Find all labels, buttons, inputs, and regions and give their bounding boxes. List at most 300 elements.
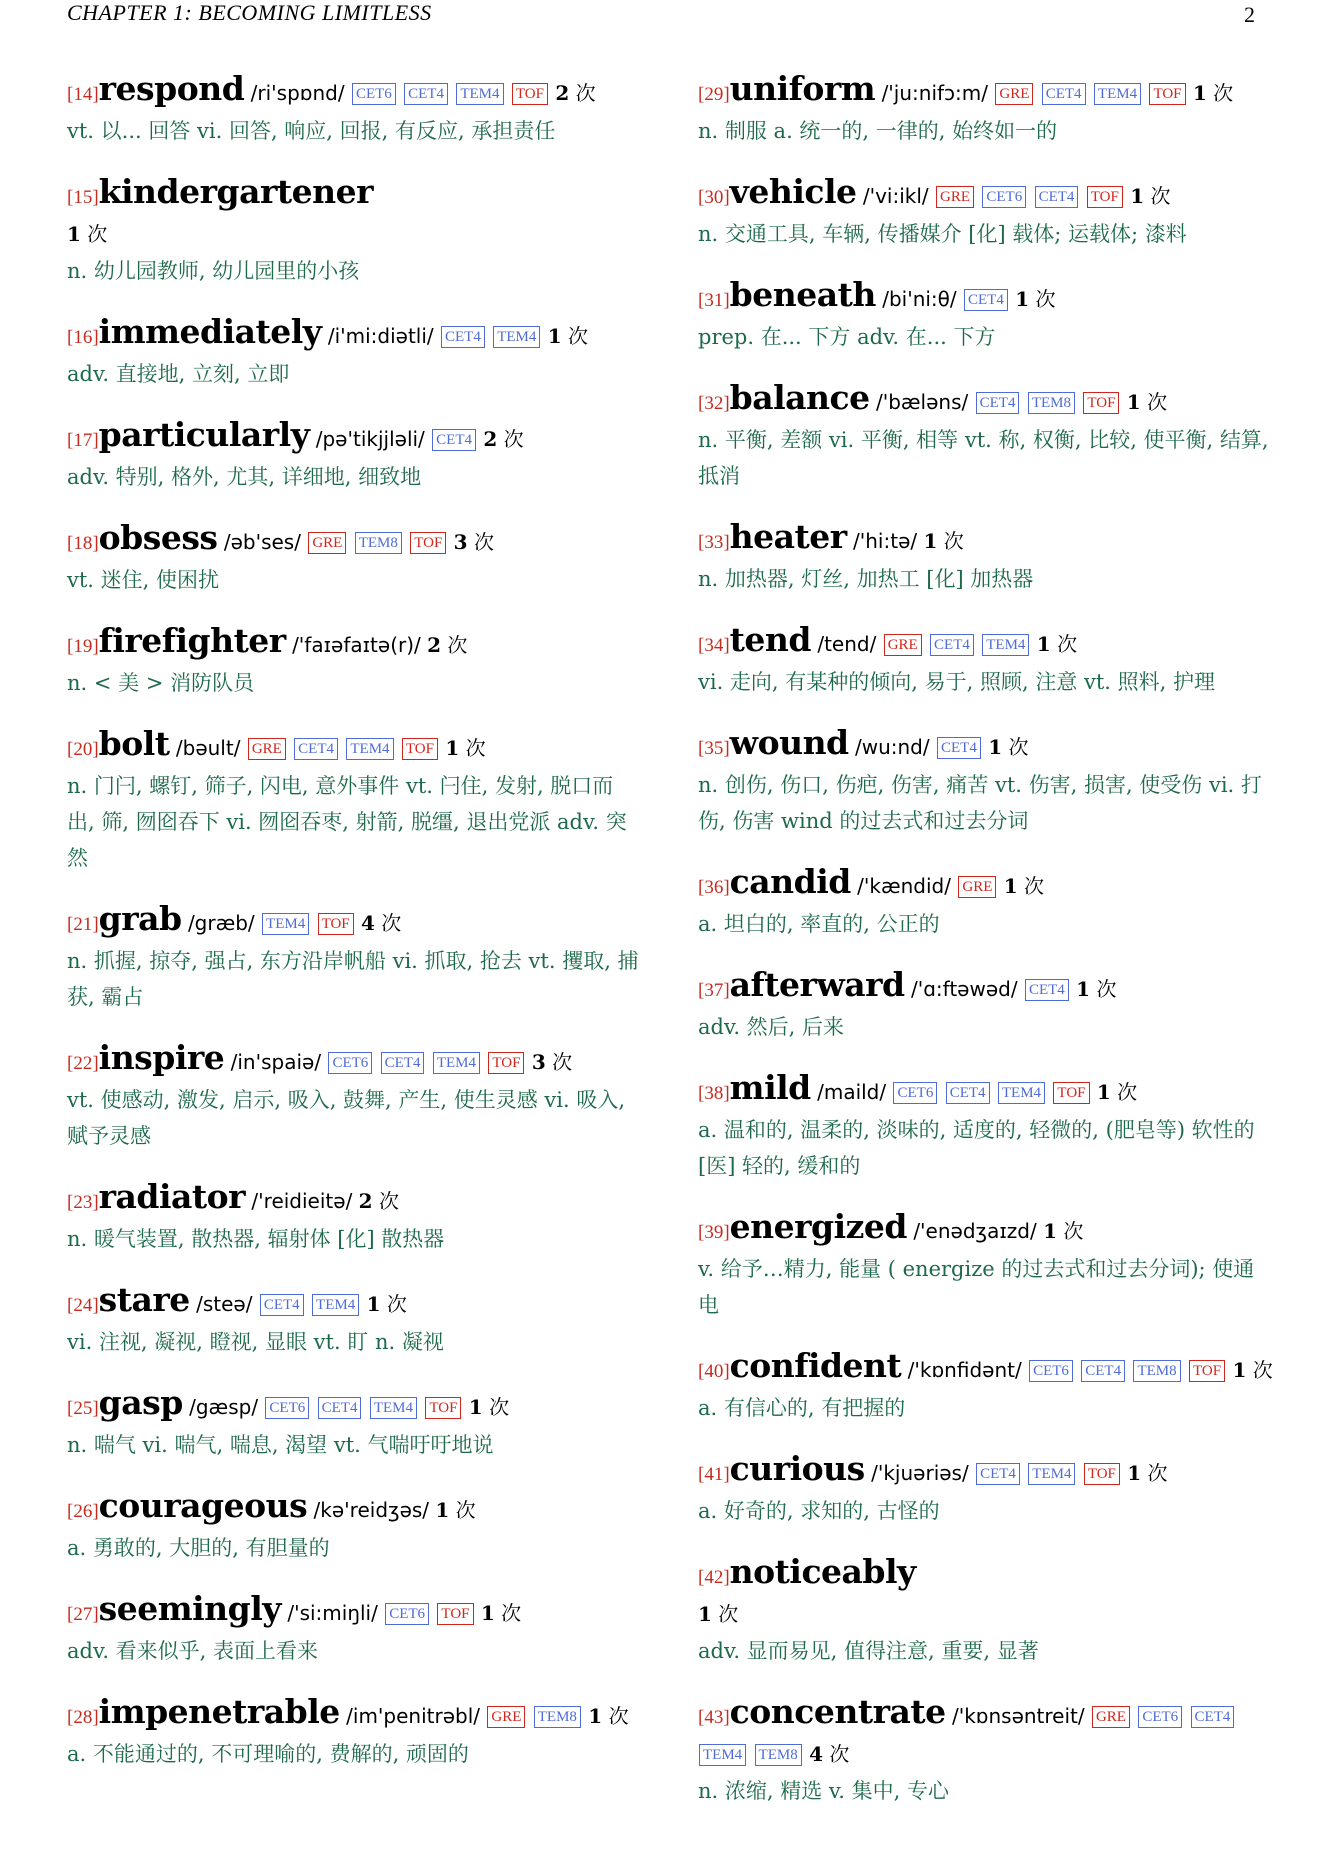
exam-tag: CET6 xyxy=(385,1603,429,1625)
headword: gasp xyxy=(98,1383,183,1422)
count-number: 2 xyxy=(483,427,498,451)
exam-tag: TEM8 xyxy=(534,1706,581,1728)
count-number: 1 xyxy=(923,529,938,553)
exam-tag: TOF xyxy=(1149,83,1185,105)
exam-tag: TOF xyxy=(410,532,446,554)
exam-tag: CET4 xyxy=(381,1052,425,1074)
count-suffix: 次 xyxy=(1063,1219,1084,1243)
phonetic: /'vi:ikl/ xyxy=(862,184,929,208)
vocab-entry xyxy=(67,1693,639,1772)
entry-headline xyxy=(698,621,1273,664)
count-suffix: 次 xyxy=(575,81,596,105)
phonetic: /'faɪəfaɪtə(r)/ xyxy=(292,633,421,657)
headword: energized xyxy=(729,1207,907,1246)
exam-tag: TEM4 xyxy=(456,83,503,105)
entry-headline xyxy=(698,173,1273,216)
count-number: 4 xyxy=(809,1742,823,1766)
occurrence-count xyxy=(923,529,963,553)
phonetic: /'enədʒaɪzd/ xyxy=(913,1219,1037,1243)
exam-tag: CET6 xyxy=(982,186,1026,208)
entry-headline xyxy=(698,1069,1273,1112)
occurrence-count xyxy=(1004,874,1044,898)
headword: afterward xyxy=(729,965,905,1004)
entry-headline xyxy=(67,519,639,562)
headword: respond xyxy=(98,69,245,108)
occurrence-count xyxy=(1130,184,1170,208)
count-suffix: 次 xyxy=(1252,1358,1273,1382)
definition: n. < 美 > 消防队员 xyxy=(67,671,255,695)
exam-tag: CET4 xyxy=(964,289,1008,311)
exam-tag: TEM8 xyxy=(355,532,402,554)
vocab-entry xyxy=(67,70,639,149)
count-suffix: 次 xyxy=(1096,977,1117,1001)
entry-headline xyxy=(698,1208,1273,1251)
exam-tag: GRE xyxy=(248,738,286,760)
phonetic: /'si:miŋli/ xyxy=(287,1601,378,1625)
count-suffix: 次 xyxy=(381,911,402,935)
exam-tag: CET4 xyxy=(318,1397,362,1419)
definition: n. 暖气装置, 散热器, 辐射体 [化] 散热器 xyxy=(67,1227,445,1251)
phonetic: /in'spaiə/ xyxy=(230,1050,322,1074)
count-suffix: 次 xyxy=(1117,1080,1138,1104)
exam-tag: CET4 xyxy=(260,1294,304,1316)
phonetic: /i'mi:diətli/ xyxy=(327,324,434,348)
definition: adv. 直接地, 立刻, 立即 xyxy=(67,362,290,386)
exam-tag: TEM4 xyxy=(370,1397,417,1419)
count-number: 1 xyxy=(480,1601,495,1625)
page-number: 2 xyxy=(1244,2,1255,27)
exam-tag: TEM4 xyxy=(493,326,540,348)
count-suffix: 次 xyxy=(503,427,524,451)
vocab-entry xyxy=(698,1450,1273,1529)
count-suffix: 次 xyxy=(568,324,589,348)
occurrence-count xyxy=(1037,632,1077,656)
phonetic: /'reidieitə/ xyxy=(251,1189,353,1213)
entry-headline xyxy=(67,725,639,768)
count-suffix: 次 xyxy=(378,1189,399,1213)
exam-tag: TEM4 xyxy=(262,913,309,935)
definition: adv. 显而易见, 值得注意, 重要, 显著 xyxy=(698,1639,1039,1663)
definition: vi. 注视, 凝视, 瞪视, 显眼 vt. 盯 n. 凝视 xyxy=(67,1330,444,1354)
vocab-entry xyxy=(698,1553,1273,1669)
entry-index: [26] xyxy=(67,1501,99,1522)
entry-index: [28] xyxy=(67,1707,99,1728)
entry-index: [20] xyxy=(67,739,99,760)
count-number: 1 xyxy=(1096,1080,1111,1104)
exam-tag: TEM4 xyxy=(998,1082,1045,1104)
headword: particularly xyxy=(98,415,310,454)
definition: a. 温和的, 温柔的, 淡味的, 适度的, 轻微的, (肥皂等) 软性的 [医] 轻的, 缓和的 xyxy=(698,1118,1255,1178)
definition: a. 坦白的, 率直的, 公正的 xyxy=(698,912,940,936)
vocab-entry xyxy=(67,1384,639,1463)
entry-index: [29] xyxy=(698,84,730,105)
count-suffix: 次 xyxy=(1213,81,1234,105)
count-number: 1 xyxy=(1192,81,1207,105)
headword: impenetrable xyxy=(98,1692,340,1731)
headword: uniform xyxy=(729,69,876,108)
phonetic: /bi'ni:θ/ xyxy=(882,287,957,311)
count-suffix: 次 xyxy=(829,1742,850,1766)
vocab-entry xyxy=(698,621,1273,700)
definition: a. 不能通过的, 不可理喻的, 费解的, 顽固的 xyxy=(67,1742,469,1766)
definition: n. 平衡, 差额 vi. 平衡, 相等 vt. 称, 权衡, 比较, 使平衡, 结算, 抵消 xyxy=(698,428,1269,488)
headword: candid xyxy=(729,862,851,901)
exam-tag: TEM8 xyxy=(1133,1360,1180,1382)
definition: n. 喘气 vi. 喘气, 喘息, 渴望 vt. 气喘吁吁地说 xyxy=(67,1433,494,1457)
exam-tag: CET6 xyxy=(328,1052,372,1074)
definition: prep. 在... 下方 adv. 在... 下方 xyxy=(698,325,996,349)
entry-headline xyxy=(67,1693,639,1736)
definition: v. 给予…精力, 能量 ( energize 的过去式和过去分词); 使通电 xyxy=(698,1257,1255,1317)
definition: vt. 迷住, 使困扰 xyxy=(67,568,220,592)
entry-headline xyxy=(698,863,1273,906)
occurrence-count xyxy=(1043,1219,1083,1243)
count-suffix: 次 xyxy=(608,1704,629,1728)
vocab-entry xyxy=(698,1069,1273,1184)
phonetic: /'ɑ:ftəwəd/ xyxy=(910,977,1018,1001)
vocab-entry xyxy=(67,1487,639,1566)
entry-headline xyxy=(698,1450,1273,1493)
count-suffix: 次 xyxy=(473,530,494,554)
count-number: 1 xyxy=(588,1704,603,1728)
exam-tag: CET4 xyxy=(946,1082,990,1104)
headword: noticeably xyxy=(729,1552,916,1591)
phonetic: /'bæləns/ xyxy=(875,390,969,414)
entry-index: [23] xyxy=(67,1192,99,1213)
vocab-entry xyxy=(698,966,1273,1045)
count-suffix: 次 xyxy=(1035,287,1056,311)
exam-tag: CET6 xyxy=(893,1082,937,1104)
definition: a. 好奇的, 求知的, 古怪的 xyxy=(698,1499,940,1523)
count-number: 2 xyxy=(427,633,442,657)
definition: vt. 使感动, 激发, 启示, 吸入, 鼓舞, 产生, 使生灵感 vi. 吸入, 赋予灵感 xyxy=(67,1088,626,1148)
vocab-entry xyxy=(67,1281,639,1360)
entry-index: [42] xyxy=(698,1567,730,1588)
count-number: 1 xyxy=(468,1395,483,1419)
count-suffix: 次 xyxy=(501,1601,522,1625)
headword: immediately xyxy=(98,312,322,351)
exam-tag: TEM4 xyxy=(312,1294,359,1316)
headword: firefighter xyxy=(98,621,286,660)
entry-headline xyxy=(67,416,639,459)
exam-tag: CET4 xyxy=(976,392,1020,414)
occurrence-count xyxy=(532,1050,572,1074)
occurrence-count xyxy=(988,735,1028,759)
occurrence-count xyxy=(1193,81,1233,105)
count-number: 1 xyxy=(988,735,1003,759)
occurrence-count xyxy=(367,1292,407,1316)
vocab-entry xyxy=(698,276,1273,355)
entry-headline xyxy=(67,1039,639,1082)
occurrence-count xyxy=(809,1742,849,1766)
vocab-entry xyxy=(698,1208,1273,1323)
headword: balance xyxy=(729,378,870,417)
vocab-entry xyxy=(67,173,639,289)
phonetic: /pə'tikjjləli/ xyxy=(315,427,425,451)
count-suffix: 次 xyxy=(943,529,964,553)
occurrence-count xyxy=(1127,390,1167,414)
phonetic: /maild/ xyxy=(817,1080,887,1104)
entry-index: [22] xyxy=(67,1053,99,1074)
count-suffix: 次 xyxy=(455,1498,476,1522)
exam-tag: TOF xyxy=(318,913,354,935)
exam-tag: TOF xyxy=(437,1603,473,1625)
exam-tag: TEM8 xyxy=(755,1744,802,1766)
vocab-entry xyxy=(698,379,1273,494)
entry-index: [36] xyxy=(698,877,730,898)
definition: n. 门闩, 螺钉, 筛子, 闪电, 意外事件 vt. 闩住, 发射, 脱口而出, 筛, 囫囵吞下 vi. 囫囵吞枣, 射箭, 脱缰, 退出党派 adv. 突然 xyxy=(67,774,627,870)
entry-headline xyxy=(698,1553,1273,1633)
exam-tag: CET6 xyxy=(265,1397,309,1419)
entry-headline xyxy=(67,1178,639,1221)
entry-headline xyxy=(67,173,639,253)
exam-tag: TOF xyxy=(1084,1463,1120,1485)
exam-tag: TEM4 xyxy=(346,738,393,760)
entry-index: [16] xyxy=(67,327,99,348)
occurrence-count xyxy=(698,1602,738,1626)
entry-index: [21] xyxy=(67,914,99,935)
definition: n. 制服 a. 统一的, 一律的, 始终如一的 xyxy=(698,119,1058,143)
exam-tag: TOF xyxy=(425,1397,461,1419)
count-number: 1 xyxy=(1015,287,1030,311)
entry-headline xyxy=(67,1281,639,1324)
phonetic: /əb'ses/ xyxy=(223,530,301,554)
headword: obsess xyxy=(98,518,218,557)
phonetic: /ri'spɒnd/ xyxy=(250,81,345,105)
count-number: 3 xyxy=(453,530,468,554)
exam-tag: CET6 xyxy=(352,83,396,105)
count-number: 3 xyxy=(531,1050,546,1074)
exam-tag: GRE xyxy=(995,83,1033,105)
entry-headline xyxy=(698,276,1273,319)
entry-headline xyxy=(67,1384,639,1427)
phonetic: /tend/ xyxy=(817,632,877,656)
right-column xyxy=(698,70,1273,1809)
exam-tag: CET6 xyxy=(1029,1360,1073,1382)
count-suffix: 次 xyxy=(489,1395,510,1419)
vocab-entry xyxy=(698,1693,1273,1809)
count-number: 1 xyxy=(1232,1358,1247,1382)
entry-index: [33] xyxy=(698,532,730,553)
headword: curious xyxy=(729,1449,865,1488)
vocab-entry xyxy=(698,173,1273,252)
exam-tag: TOF xyxy=(1189,1360,1225,1382)
vocab-entry xyxy=(698,724,1273,839)
exam-tag: TOF xyxy=(1053,1082,1089,1104)
vocab-entry xyxy=(67,900,639,1015)
headword: tend xyxy=(729,620,811,659)
phonetic: /'kjuəriəs/ xyxy=(871,1461,969,1485)
occurrence-count xyxy=(1097,1080,1137,1104)
exam-tag: GRE xyxy=(487,1706,525,1728)
exam-tag: GRE xyxy=(1092,1706,1130,1728)
occurrence-count xyxy=(427,633,467,657)
entry-index: [24] xyxy=(67,1295,99,1316)
entry-index: [37] xyxy=(698,980,730,1001)
exam-tag: TOF xyxy=(1087,186,1123,208)
entry-headline xyxy=(698,1347,1273,1390)
phonetic: /wu:nd/ xyxy=(855,735,930,759)
entry-headline xyxy=(698,966,1273,1009)
left-column xyxy=(67,70,639,1772)
exam-tag: CET4 xyxy=(404,83,448,105)
exam-tag: CET4 xyxy=(432,429,476,451)
occurrence-count xyxy=(361,911,401,935)
headword: stare xyxy=(98,1280,190,1319)
phonetic: /gæsp/ xyxy=(189,1395,259,1419)
exam-tag: GRE xyxy=(958,876,996,898)
headword: radiator xyxy=(98,1177,246,1216)
vocab-entry xyxy=(67,1590,639,1669)
phonetic: /steə/ xyxy=(196,1292,253,1316)
exam-tag: GRE xyxy=(308,532,346,554)
exam-tag: CET4 xyxy=(937,737,981,759)
exam-tag: TEM4 xyxy=(1094,83,1141,105)
occurrence-count xyxy=(588,1704,628,1728)
exam-tag: CET4 xyxy=(294,738,338,760)
exam-tag: TEM4 xyxy=(699,1744,746,1766)
count-suffix: 次 xyxy=(465,736,486,760)
headword: courageous xyxy=(98,1486,308,1525)
exam-tag: TEM8 xyxy=(1028,392,1075,414)
vocab-entry xyxy=(67,725,639,876)
entry-index: [38] xyxy=(698,1083,730,1104)
occurrence-count xyxy=(67,222,107,246)
definition: n. 幼儿园教师, 幼儿园里的小孩 xyxy=(67,259,360,283)
count-suffix: 次 xyxy=(447,633,468,657)
count-suffix: 次 xyxy=(1150,184,1171,208)
entry-index: [34] xyxy=(698,635,730,656)
entry-index: [41] xyxy=(698,1464,730,1485)
phonetic: /'hi:tə/ xyxy=(853,529,918,553)
exam-tag: GRE xyxy=(936,186,974,208)
headword: inspire xyxy=(98,1038,225,1077)
vocab-entry xyxy=(67,416,639,495)
count-number: 1 xyxy=(1126,390,1141,414)
entry-index: [25] xyxy=(67,1398,99,1419)
count-suffix: 次 xyxy=(552,1050,573,1074)
vocab-entry xyxy=(698,70,1273,149)
phonetic: /'kændid/ xyxy=(857,874,951,898)
exam-tag: TEM4 xyxy=(433,1052,480,1074)
entry-headline xyxy=(67,1590,639,1633)
entry-headline xyxy=(698,518,1273,561)
count-suffix: 次 xyxy=(1147,390,1168,414)
count-number: 1 xyxy=(435,1498,450,1522)
count-number: 1 xyxy=(1127,1461,1142,1485)
headword: kindergartener xyxy=(98,172,373,211)
headword: confident xyxy=(729,1346,902,1385)
exam-tag: TOF xyxy=(1083,392,1119,414)
exam-tag: TOF xyxy=(402,738,438,760)
definition: adv. 然后, 后来 xyxy=(698,1015,845,1039)
exam-tag: CET4 xyxy=(1081,1360,1125,1382)
occurrence-count xyxy=(1015,287,1055,311)
entry-headline xyxy=(698,379,1273,422)
exam-tag: TOF xyxy=(488,1052,524,1074)
headword: bolt xyxy=(98,724,170,763)
entry-headline xyxy=(698,70,1273,113)
headword: beneath xyxy=(729,275,876,314)
exam-tag: CET4 xyxy=(1191,1706,1235,1728)
entry-index: [18] xyxy=(67,533,99,554)
definition: vt. 以... 回答 vi. 回答, 响应, 回报, 有反应, 承担责任 xyxy=(67,119,556,143)
headword: grab xyxy=(98,899,182,938)
phonetic: /im'penitrəbl/ xyxy=(346,1704,481,1728)
count-number: 1 xyxy=(445,736,460,760)
count-number: 2 xyxy=(555,81,570,105)
count-suffix: 次 xyxy=(1008,735,1029,759)
definition: vi. 走向, 有某种的倾向, 易于, 照顾, 注意 vt. 照料, 护理 xyxy=(698,670,1216,694)
count-suffix: 次 xyxy=(87,222,108,246)
phonetic: /'kɒnfidənt/ xyxy=(907,1358,1022,1382)
headword: mild xyxy=(729,1068,811,1107)
entry-index: [27] xyxy=(67,1604,99,1625)
definition: n. 浓缩, 精选 v. 集中, 专心 xyxy=(698,1779,949,1803)
occurrence-count xyxy=(1232,1358,1272,1382)
count-suffix: 次 xyxy=(1147,1461,1168,1485)
entry-headline xyxy=(67,313,639,356)
occurrence-count xyxy=(483,427,523,451)
exam-tag: TOF xyxy=(512,83,548,105)
occurrence-count xyxy=(445,736,485,760)
page-header xyxy=(67,0,1255,30)
count-suffix: 次 xyxy=(718,1602,739,1626)
entry-index: [39] xyxy=(698,1222,730,1243)
phonetic: /bəult/ xyxy=(175,736,241,760)
phonetic: /'kɒnsəntreit/ xyxy=(951,1704,1085,1728)
vocab-entry xyxy=(67,622,639,701)
exam-tag: GRE xyxy=(884,634,922,656)
headword: concentrate xyxy=(729,1692,946,1731)
occurrence-count xyxy=(481,1601,521,1625)
entry-index: [31] xyxy=(698,290,730,311)
vocab-entry xyxy=(67,1039,639,1154)
headword: seemingly xyxy=(98,1589,281,1628)
exam-tag: CET6 xyxy=(1138,1706,1182,1728)
exam-tag: CET4 xyxy=(1025,979,1069,1001)
entry-index: [35] xyxy=(698,738,730,759)
entry-headline xyxy=(698,1693,1273,1773)
entry-index: [17] xyxy=(67,430,99,451)
count-number: 1 xyxy=(1036,632,1051,656)
count-number: 1 xyxy=(1003,874,1018,898)
count-number: 1 xyxy=(1043,1219,1057,1243)
entry-index: [19] xyxy=(67,636,99,657)
exam-tag: CET4 xyxy=(930,634,974,656)
definition: n. 创伤, 伤口, 伤疤, 伤害, 痛苦 vt. 伤害, 损害, 使受伤 vi. 打伤, 伤害 wind 的过去式和过去分词 xyxy=(698,773,1262,833)
vocab-entry xyxy=(67,313,639,392)
occurrence-count xyxy=(454,530,494,554)
occurrence-count xyxy=(469,1395,509,1419)
entry-index: [43] xyxy=(698,1707,730,1728)
entry-index: [15] xyxy=(67,187,99,208)
occurrence-count xyxy=(1127,1461,1167,1485)
vocab-entry xyxy=(67,519,639,598)
phonetic: /græb/ xyxy=(187,911,255,935)
vocab-entry xyxy=(698,1347,1273,1426)
count-number: 4 xyxy=(361,911,375,935)
count-suffix: 次 xyxy=(386,1292,407,1316)
chapter-title: CHAPTER 1: BECOMING LIMITLESS xyxy=(67,0,432,25)
occurrence-count xyxy=(435,1498,475,1522)
definition: adv. 特别, 格外, 尤其, 详细地, 细致地 xyxy=(67,465,422,489)
count-number: 1 xyxy=(698,1602,712,1626)
entry-index: [30] xyxy=(698,187,730,208)
entry-headline xyxy=(67,1487,639,1530)
count-number: 1 xyxy=(547,324,562,348)
entry-index: [14] xyxy=(67,84,99,105)
